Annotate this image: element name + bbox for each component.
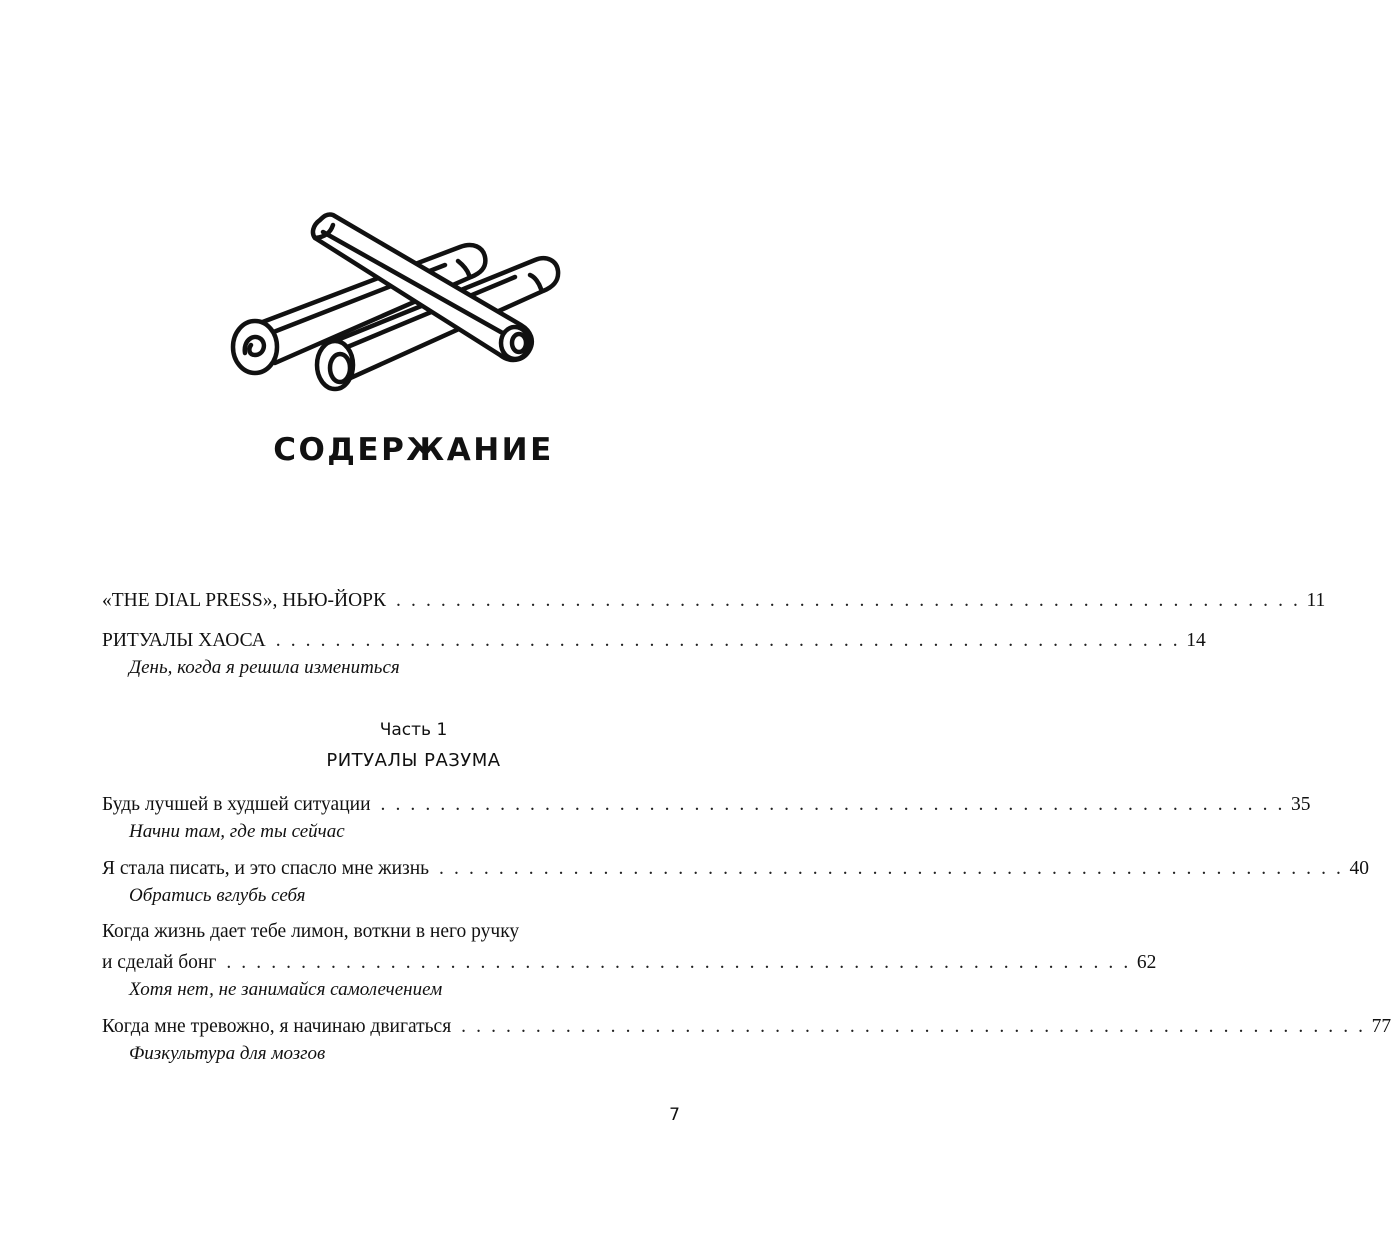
toc-entry — [102, 918, 1157, 1003]
toc-heading: СОДЕРЖАНИЕ — [273, 432, 554, 468]
toc-entry-subtitle: Хотя нет, не занимайся самолечением — [129, 979, 443, 1000]
toc-entry — [102, 1013, 1391, 1067]
dot-leader: . . . . . . . . . . . . . . . . . . . . . . . . . . . . . . . . . . . . . . . . . . . . . . . . . . . . . . . . . . . . . — [380, 794, 1285, 815]
toc-entry — [102, 855, 1370, 909]
toc-entry-title: РИТУАЛЫ ХАОСА — [102, 630, 266, 651]
toc-entry-subtitle: Обратись вглубь себя — [129, 885, 306, 906]
toc-entry-title: Когда мне тревожно, я начинаю двигаться — [102, 1016, 452, 1037]
part-title: РИТУАЛЫ РАЗУМА — [326, 750, 501, 771]
toc-entry-page: 35 — [1291, 794, 1311, 815]
toc-entry — [102, 791, 1311, 845]
toc-entry-title-line2: и сделай бонг — [102, 952, 217, 973]
toc-front-entry — [102, 587, 1326, 615]
toc-entry-page: 62 — [1136, 952, 1157, 973]
dot-leader: . . . . . . . . . . . . . . . . . . . . . . . . . . . . . . . . . . . . . . . . . . . . . . . . . . . . . . . . . . . . . — [439, 858, 1344, 879]
toc-entry-subtitle: Физкультура для мозгов — [129, 1043, 326, 1064]
cinnamon-sticks-illustration — [215, 205, 565, 405]
toc-entry-title: «THE DIAL PRESS», НЬЮ-ЙОРК — [102, 590, 387, 611]
toc-front-entry — [102, 627, 1206, 681]
dot-leader: . . . . . . . . . . . . . . . . . . . . . . . . . . . . . . . . . . . . . . . . . . . . . . . . . . . . . . . . . . . . . — [396, 590, 1301, 611]
dot-leader: . . . . . . . . . . . . . . . . . . . . . . . . . . . . . . . . . . . . . . . . . . . . . . . . . . . . . . . . . . . . . — [226, 952, 1131, 973]
dot-leader: . . . . . . . . . . . . . . . . . . . . . . . . . . . . . . . . . . . . . . . . . . . . . . . . . . . . . . . . . . . . . — [461, 1016, 1366, 1037]
toc-entry-page: 14 — [1186, 630, 1206, 651]
toc-entry-title: Я стала писать, и это спасло мне жизнь — [102, 858, 430, 879]
part-label: Часть 1 — [379, 720, 448, 740]
toc-entry-subtitle: Начни там, где ты сейчас — [129, 821, 345, 842]
page-number: 7 — [669, 1105, 680, 1125]
toc-entry-page: 40 — [1349, 858, 1370, 879]
toc-entry-subtitle: День, когда я решила измениться — [129, 657, 400, 678]
toc-entry-page: 11 — [1306, 590, 1326, 611]
toc-entry-title: Будь лучшей в худшей ситуации — [102, 794, 371, 815]
toc-entry-page: 77 — [1371, 1016, 1391, 1037]
toc-entry-title-line1: Когда жизнь дает тебе лимон, воткни в него ручку — [102, 921, 520, 942]
dot-leader: . . . . . . . . . . . . . . . . . . . . . . . . . . . . . . . . . . . . . . . . . . . . . . . . . . . . . . . . . . . . . — [275, 630, 1181, 651]
